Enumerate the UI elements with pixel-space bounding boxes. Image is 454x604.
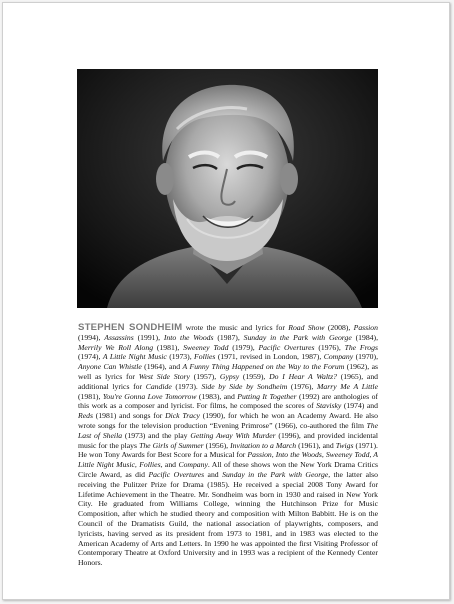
bio-text-run: (1961), and	[296, 440, 336, 450]
bio-text-run: (1965), and additional lyrics for	[78, 371, 379, 391]
work-title: Side by Side by Sondheim	[201, 381, 288, 391]
bio-text-run: (1981) and songs for	[92, 411, 166, 421]
bio-text-run: (1973).	[171, 381, 202, 391]
work-title: Dick Tracy	[165, 411, 200, 421]
work-title: The Girls of Summer	[139, 440, 204, 450]
bio-text-run: (1987),	[213, 332, 244, 342]
work-title: Road Show	[288, 323, 325, 332]
bio-text-run: wrote the music and lyrics for	[182, 323, 289, 332]
work-title: A Little Night Music	[102, 352, 167, 362]
bio-text-run: (1984),	[351, 332, 379, 342]
work-title: Candide	[145, 381, 172, 391]
bio-text-run: (1979),	[228, 342, 259, 352]
work-title: Sweeney Todd	[183, 342, 229, 352]
bio-text-run: , the latter also receiving the Pulitzer Prize for Drama (1985). He received a special 2008 Tony Award for Lifetime Achievement in the Theatre. Mr. Sondheim was born in 1930 and raised in New York City. He graduated from Williams College, winning the Hutchinson Prize for Music Composition, after which he studied theory and composition with Milton Babbitt. He is on the Council of the Dramatists Guild, the national association of playwrights, composers, and lyricists, having served as its president from 1973 to 1981, and in 1983 was elected to the American Academy of Arts and Letters. In 1990 he was appointed the first Visiting Professor of Contemporary Theatre at Oxford University and in 1993 was a recipient of the Kennedy Center Honors.	[78, 469, 378, 568]
work-title: Passion, Into the Woods, Sweeney Todd, A Little Night Music, Follies,	[78, 450, 378, 470]
work-title: Pacific Overtures	[258, 342, 315, 352]
bio-text-run: (1996), and provided incidental music for the plays	[78, 430, 379, 450]
work-title: Invitation to a March	[230, 440, 297, 450]
bio-paragraph	[78, 323, 378, 568]
document-page	[2, 2, 450, 600]
work-title: Anyone Can Whistle	[78, 362, 142, 372]
bio-text-run: (1981),	[78, 391, 103, 401]
work-title: Getting Away With Murder	[190, 430, 276, 440]
bio-text-run: (1974) and	[341, 401, 378, 411]
bio-text-run: (2008),	[324, 323, 354, 332]
work-title: Passion	[353, 323, 378, 332]
work-title: Marry Me A Little	[316, 381, 378, 391]
bio-text-run: . All of these shows won the New York Drama Critics Circle Award, as did	[78, 460, 378, 479]
bio-name: STEPHEN SONDHEIM	[78, 322, 183, 333]
portrait-photo	[77, 69, 378, 308]
bio-text-run: (1992) are anthologies of this work as a composer and lyricist. For films, he composed the scores of	[78, 391, 378, 411]
work-title: Sunday in the Park with George	[222, 469, 329, 479]
work-title: Company	[178, 460, 208, 470]
bio-text-run: (1981),	[153, 342, 184, 352]
work-title: Merrily We Roll Along	[78, 342, 154, 352]
bio-text-run: (1976),	[314, 342, 345, 352]
work-title: The Last of Sheila	[78, 420, 378, 440]
work-title: Do I Hear A Waltz?	[269, 371, 337, 381]
bio-text-run: (1983), and	[196, 391, 238, 401]
bio-text-run: (1974),	[78, 352, 103, 362]
bio-text-run: (1970),	[353, 352, 378, 362]
bio-text-run: (1959),	[239, 371, 270, 381]
bio-text-run: and	[204, 469, 223, 479]
work-title: You're Gonna Love Tomorrow	[102, 391, 197, 401]
bio-text-run: (1962), as well as lyrics for	[78, 362, 378, 381]
bio-text	[78, 323, 378, 567]
bio-text-run: (1976),	[287, 381, 317, 391]
bio-text-run: (1971, revised in London, 1987),	[215, 352, 324, 362]
bio-text-run: (1964), and	[141, 362, 183, 372]
work-title: Into the Woods	[163, 332, 214, 342]
bio-text-run: (1971). He won Tony Awards for Best Score for a Musical for	[78, 440, 378, 460]
work-title: The Frogs	[344, 342, 378, 352]
work-title: Gypsy	[219, 371, 240, 381]
bio-text-run: (1991),	[133, 332, 164, 342]
bio-text-run: (1990), for which he won an Academy Award. He also wrote songs for the television production “Evening Primrose” (1966), co-authored the film	[78, 411, 379, 430]
bio-text-run: (1957),	[189, 371, 220, 381]
work-title: Company	[323, 352, 354, 362]
work-title: Stavisky	[316, 401, 342, 411]
work-title: Assassins	[104, 332, 134, 342]
portrait-image	[77, 69, 378, 308]
work-title: Reds	[78, 411, 93, 421]
work-title: Putting It Together	[237, 391, 297, 401]
work-title: Follies	[194, 352, 216, 362]
bio-text-run: (1973),	[166, 352, 195, 362]
bio-text-run: (1956),	[203, 440, 231, 450]
work-title: Sunday in the Park with George	[243, 332, 352, 342]
work-title: Pacific Overtures	[148, 469, 205, 479]
bio-text-run: (1973) and the play	[122, 430, 191, 440]
work-title: A Funny Thing Happened on the Way to the Forum	[182, 362, 345, 372]
bio-text-run: (1994),	[78, 332, 105, 342]
work-title: West Side Story	[138, 371, 190, 381]
bio-text-run: and	[162, 460, 179, 470]
work-title: Twigs	[335, 440, 354, 450]
